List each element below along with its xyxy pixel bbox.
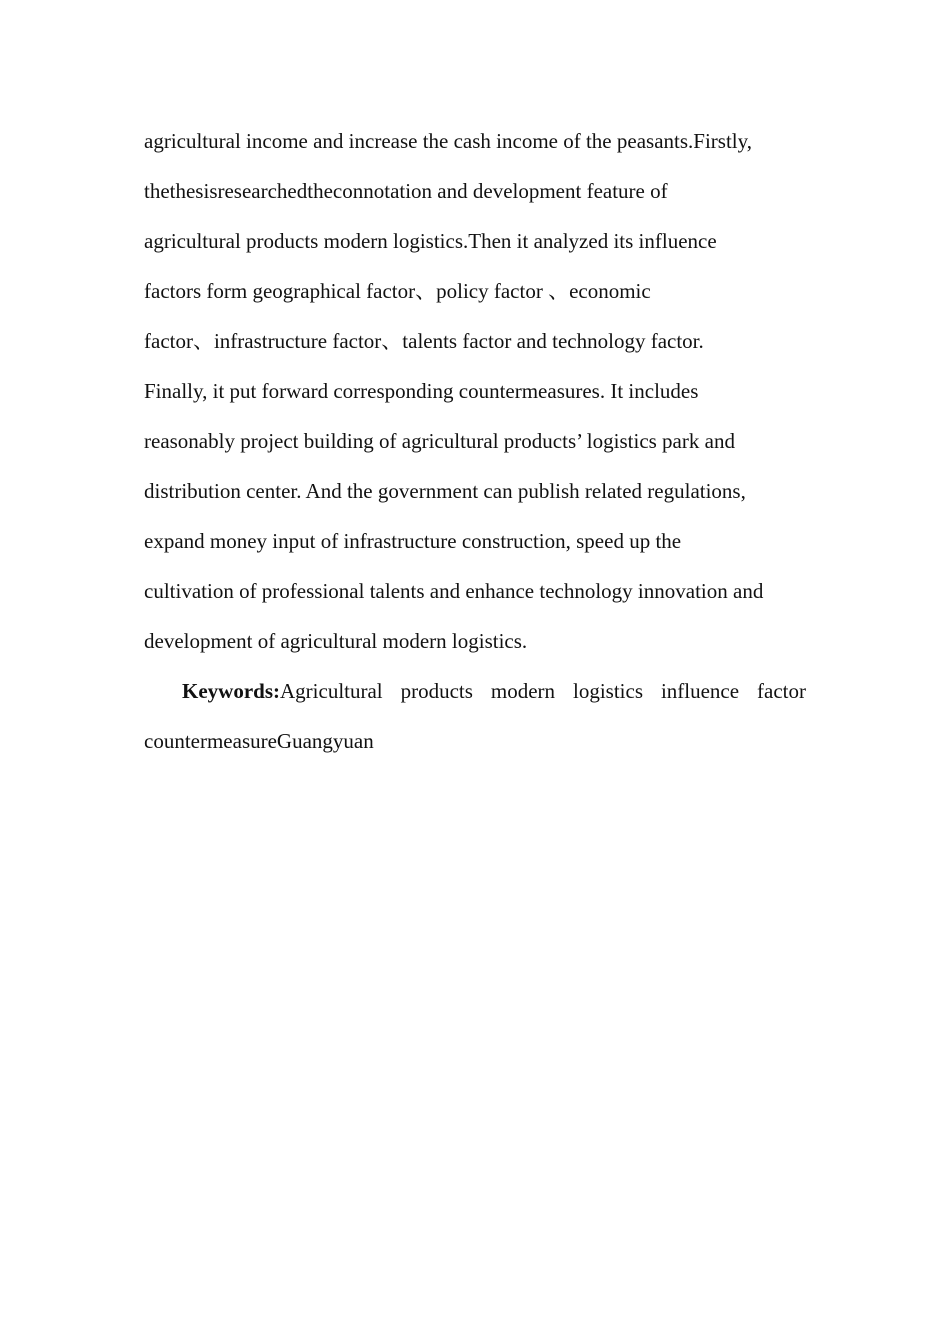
abstract-line: agricultural income and increase the cash income of the peasants.Firstly, <box>144 129 753 153</box>
abstract-line: Finally, it put forward corresponding countermeasures. It includes <box>144 379 699 403</box>
abstract-line: factor、infrastructure factor、talents factor and technology factor. <box>144 329 704 353</box>
abstract-line: cultivation of professional talents and enhance technology innovation and <box>144 579 764 603</box>
keywords-line <box>144 666 806 716</box>
document-page <box>144 116 806 766</box>
keywords-continuation: countermeasureGuangyuan <box>144 729 374 753</box>
keyword-item: logistics <box>572 679 643 703</box>
abstract-line: factors form geographical factor、policy factor 、economic <box>144 279 651 303</box>
keywords-label: Keywords: <box>182 679 280 703</box>
abstract-line: distribution center. And the government can publish related regulations, <box>144 479 746 503</box>
abstract-line: reasonably project building of agricultural products’ logistics park and <box>144 429 735 453</box>
abstract-line: expand money input of infrastructure construction, speed up the <box>144 529 682 553</box>
abstract-body <box>144 116 806 666</box>
keyword-item: Agricultural <box>280 679 383 703</box>
keyword-item: influence <box>660 679 740 703</box>
keywords-first-group <box>182 666 383 716</box>
abstract-line: agricultural products modern logistics.Then it analyzed its influence <box>144 229 717 253</box>
keyword-item: products <box>400 679 473 703</box>
keyword-item: modern <box>490 679 556 703</box>
keyword-item: factor <box>757 679 806 703</box>
abstract-line: development of agricultural modern logistics. <box>144 629 528 653</box>
abstract-line: thethesisresearchedtheconnotation and development feature of <box>144 179 668 203</box>
